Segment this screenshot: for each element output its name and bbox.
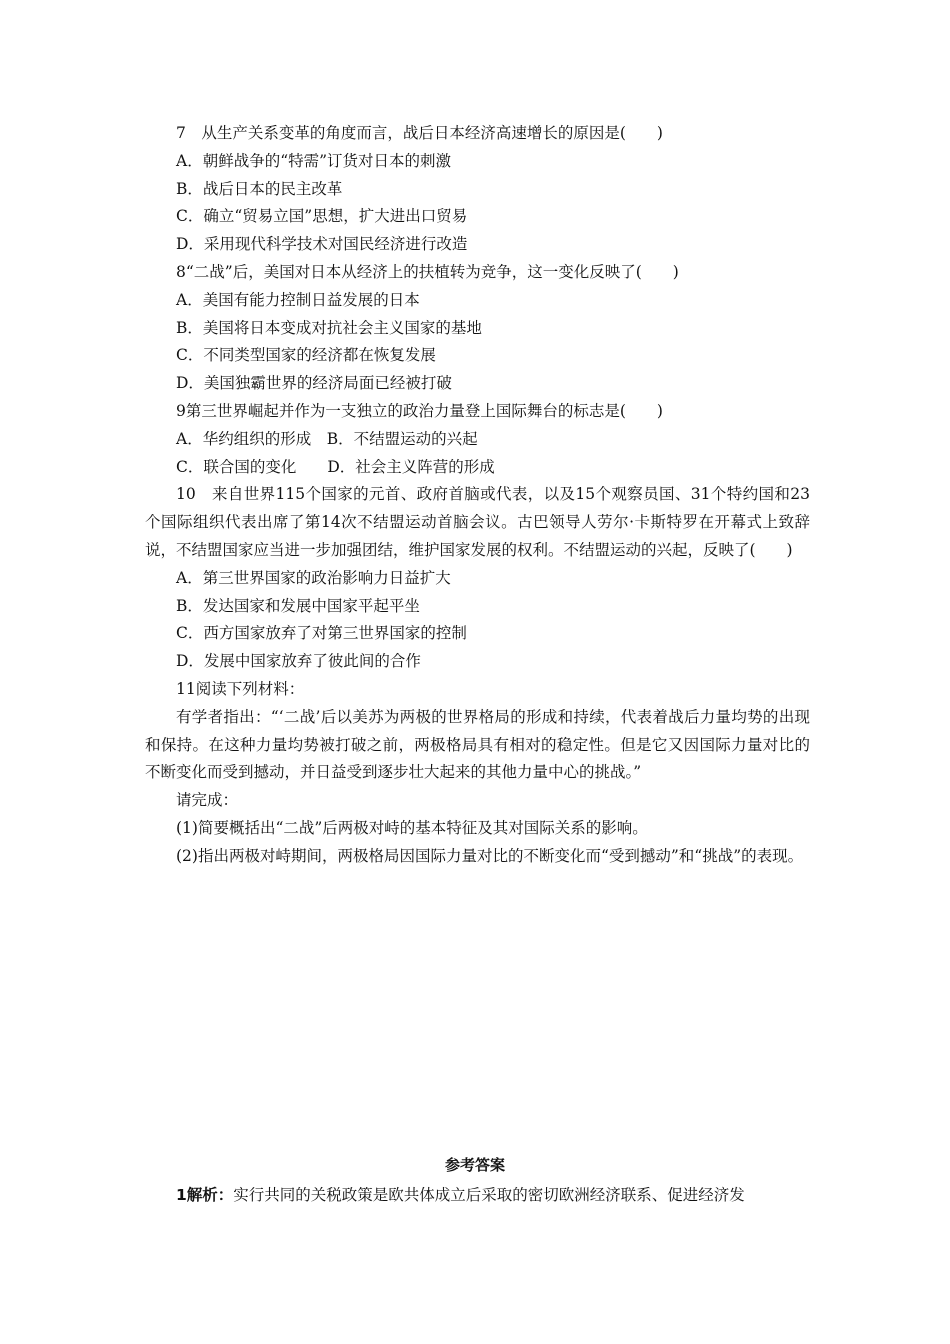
question-11-task-1: (1)简要概括出“二战”后两极对峙的基本特征及其对国际关系的影响。 (176, 818, 648, 837)
question-content (145, 120, 810, 871)
question-11-task-2: (2)指出两极对峙期间，两极格局因国际力量对比的不断变化而“受到撼动”和“挑战”的表现。 (176, 846, 804, 865)
question-10-option-c: C．西方国家放弃了对第三世界国家的控制 (176, 624, 467, 643)
question-9-options-cd: C．联合国的变化 D．社会主义阵营的形成 (176, 457, 495, 476)
question-8-option-d: D．美国独霸世界的经济局面已经被打破 (176, 374, 452, 393)
question-7-option-a: A．朝鲜战争的“特需”订货对日本的刺激 (176, 151, 452, 170)
question-7-option-b: B．战后日本的民主改革 (176, 179, 343, 198)
question-8-option-b: B．美国将日本变成对抗社会主义国家的基地 (176, 318, 482, 337)
question-11 (145, 676, 810, 871)
question-9-stem: 9第三世界崛起并作为一支独立的政治力量登上国际舞台的标志是( ) (176, 401, 663, 420)
answer-1 (145, 1182, 815, 1209)
question-7-option-c: C．确立“贸易立国”思想，扩大进出口贸易 (176, 207, 468, 226)
question-9-options-ab: A．华约组织的形成 B．不结盟运动的兴起 (176, 429, 478, 448)
answers-title: 参考答案 (444, 1156, 505, 1174)
question-7 (145, 120, 810, 259)
question-10-option-b: B．发达国家和发展中国家平起平坐 (176, 596, 420, 615)
question-7-stem: 7 从生产关系变革的角度而言，战后日本经济高速增长的原因是( ) (176, 124, 663, 142)
question-10-stem: 10 来自世界115个国家的元首、政府首脑或代表，以及15个观察员国、31个特约国和23个国际组织代表出席了第14次不结盟运动首脑会议。古巴领导人劳尔·卡斯特罗在开幕式上致辞说，不结盟国家应当进一步加强团结，维护国家发展的权利。不结盟运动的兴起，反映了( ) (145, 485, 810, 559)
question-11-material: 有学者指出：“‘二战’后以美苏为两极的世界格局的形成和持续，代表着战后力量均势的出现和保持。在这种力量均势被打破之前，两极格局具有相对的稳定性。但是它又因国际力量对比的不断变化而受到撼动，并日益受到逐步壮大起来的其他力量中心的挑战。” (145, 707, 810, 782)
question-10-option-a: A．第三世界国家的政治影响力日益扩大 (176, 568, 451, 587)
question-10 (145, 481, 810, 676)
question-8-option-c: C．不同类型国家的经济都在恢复发展 (176, 346, 436, 365)
answer-1-text: 实行共同的关税政策是欧共体成立后采取的密切欧洲经济联系、促进经济发 (233, 1186, 745, 1204)
question-8 (145, 259, 810, 398)
question-8-stem: 8“二战”后，美国对日本从经济上的扶植转为竞争，这一变化反映了( ) (176, 262, 679, 281)
question-8-option-a: A．美国有能力控制日益发展的日本 (176, 290, 420, 309)
question-11-intro: 11阅读下列材料： (176, 679, 305, 698)
question-10-option-d: D．发展中国家放弃了彼此间的合作 (176, 652, 421, 671)
question-11-prompt: 请完成： (176, 791, 239, 810)
question-9 (145, 398, 810, 481)
answer-1-label: 1解析： (176, 1186, 234, 1204)
question-7-option-d: D．采用现代科学技术对国民经济进行改造 (176, 235, 468, 254)
